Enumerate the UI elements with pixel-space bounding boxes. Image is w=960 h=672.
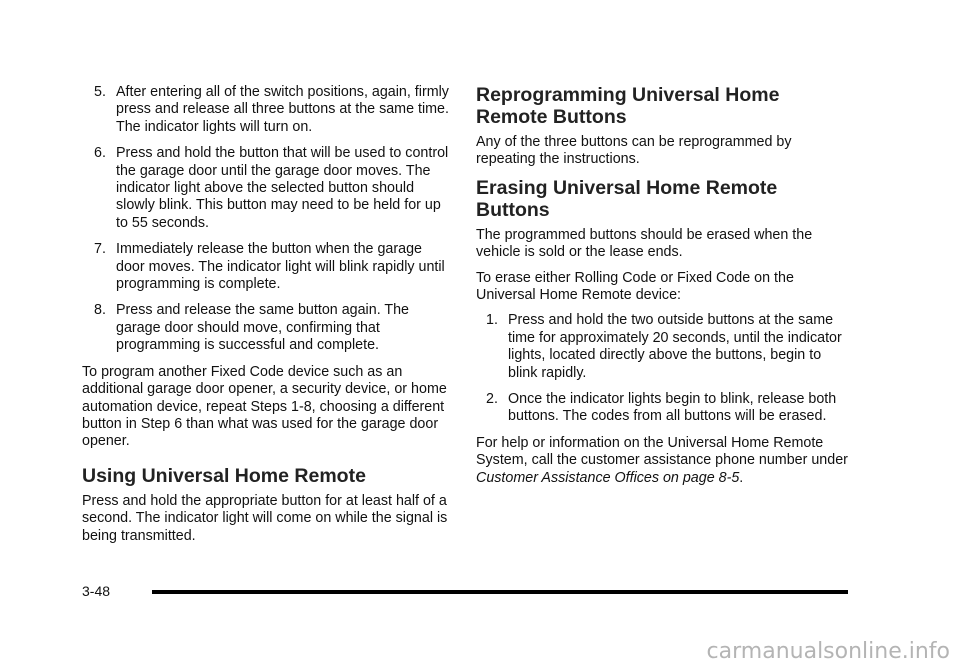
step-number: 1. [486,312,498,329]
step-number: 6. [94,145,106,162]
step-text: Once the indicator lights begin to blink, release both buttons. The codes from all buttons will be erased. [508,391,837,425]
list-item [82,145,452,232]
list-item [82,302,452,354]
fixed-code-paragraph: To program another Fixed Code device such as an additional garage door opener, a security device, or home automation device, repeat Steps 1-8, choosing a different button in Step 6 than what was used for the garage door opener. [82,363,447,450]
help-text: For help or information on the Universal Home Remote System, call the customer assistance phone number under [476,434,848,469]
step-text: Press and hold the button that will be used to control the garage door until the garage door moves. The indicator light above the selected button should slowly blink. This button may need to be held for up to 55 seconds. [116,145,449,231]
step-text: After entering all of the switch positions, again, firmly press and release all three buttons at the same time. The indicator lights will turn on. [116,84,449,135]
right-column [476,84,848,495]
list-item [82,241,452,293]
help-text-end: . [739,469,744,486]
program-steps-list [82,84,452,355]
step-number: 7. [94,241,106,258]
list-item [476,312,848,382]
erasing-paragraph-2: To erase either Rolling Code or Fixed Code on the Universal Home Remote device: [476,269,794,304]
step-text: Press and release the same button again. The garage door should move, confirming that programming is successful and complete. [116,302,410,354]
step-number: 8. [94,302,106,319]
erase-steps-list [476,312,848,425]
help-paragraph [476,435,848,487]
using-paragraph: Press and hold the appropriate button for at least half of a second. The indicator light will come on while the signal is being transmitted. [82,492,448,544]
list-item [476,391,848,426]
watermark: carmanualsonline.info [706,639,950,664]
reprogramming-paragraph: Any of the three buttons can be reprogrammed by repeating the instructions. [476,134,792,168]
list-item [82,84,452,136]
left-column [82,84,452,553]
erasing-paragraph-1: The programmed buttons should be erased when the vehicle is sold or the lease ends. [476,226,813,261]
step-text: Press and hold the two outside buttons at the same time for approximately 20 seconds, until the indicator lights, located directly above the buttons, begin to blink rapidly. [508,312,842,381]
erasing-heading: Erasing Universal Home Remote Buttons [476,176,778,221]
using-heading: Using Universal Home Remote [82,464,366,487]
cross-reference-link[interactable]: Customer Assistance Offices on page 8-5 [476,469,740,486]
page-number: 3-48 [82,583,111,599]
page-footer [82,583,848,599]
footer-rule [152,590,848,594]
step-text: Immediately release the button when the garage door moves. The indicator light will blink rapidly until programming is complete. [116,241,445,293]
step-number: 2. [486,391,498,408]
reprogramming-heading: Reprogramming Universal Home Remote Buttons [476,84,780,128]
step-number: 5. [94,84,106,100]
